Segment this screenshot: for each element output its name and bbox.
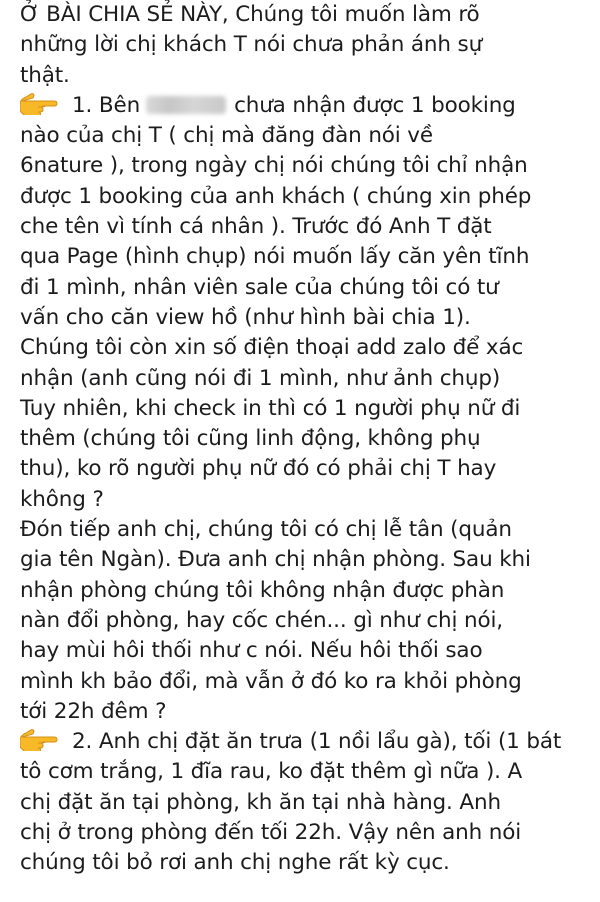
intro-line: thật. [20, 62, 70, 88]
intro-line: những lời chị khách T nói chưa phản ánh sự [20, 32, 483, 58]
item-1-line: mình kh bảo đổi, mà vẫn ở đó ko ra khỏi phòng [20, 668, 522, 694]
item-1-line: hay mùi hôi thối như c nói. Nếu hôi thối sao [20, 638, 483, 664]
intro-line: Ở BÀI CHIA SẺ NÀY, Chúng tôi muốn làm rõ [20, 2, 480, 27]
item-1-line: được 1 booking của anh khách ( chúng xin phép [20, 183, 532, 209]
redacted-brand-name [146, 96, 226, 114]
item-1-line: không ? [20, 486, 104, 512]
item-1-heading [20, 91, 598, 121]
item-1-line: Chúng tôi còn xin số điện thoại add zalo để xác [20, 335, 524, 361]
item-1-line: gia tên Ngàn). Đưa anh chị nhận phòng. Sau khi [20, 547, 531, 573]
item-1-line: nào của chị T ( chị mà đăng đàn nói về [20, 123, 433, 149]
item-2-line: chị đặt ăn tại phòng, kh ăn tại nhà hàng. Anh [20, 789, 501, 815]
item-1-line: Đón tiếp anh chị, chúng tôi có chị lễ tân (quản [20, 517, 512, 543]
item-1-line: thu), ko rõ người phụ nữ đó có phải chị T hay [20, 456, 497, 482]
post-body [20, 0, 598, 879]
item-1-line: che tên vì tính cá nhân ). Trước đó Anh T đặt [20, 214, 492, 240]
item-1-line: vấn cho căn view hồ (như hình bài chia 1). [20, 304, 471, 330]
item-1-line: nàn đổi phòng, hay cốc chén... gì như chị nói, [20, 607, 503, 633]
pointing-hand-icon [20, 729, 58, 751]
item-1-line: qua Page (hình chụp) nói muốn lấy căn yên tĩnh [20, 244, 530, 270]
item-2-line: chị ở trong phòng đến tối 22h. Vậy nên anh nói [20, 820, 522, 846]
item-1-line: Tuy nhiên, khi check in thì có 1 người phụ nữ đi [20, 395, 521, 421]
item-1-line: thêm (chúng tôi cũng linh động, không phụ [20, 426, 481, 452]
item-2-line: chúng tôi bỏ rơi anh chị nghe rất kỳ cục. [20, 850, 450, 876]
item-1-number: 1. Bên [72, 92, 141, 118]
item-1-line: nhận phòng chúng tôi không nhận được phàn [20, 577, 505, 603]
item-2-heading [20, 727, 598, 757]
pointing-hand-icon [20, 93, 58, 115]
item-1-text: chưa nhận được 1 booking [234, 92, 516, 118]
item-1-line: đi 1 mình, nhân viên sale của chúng tôi có tư [20, 274, 499, 300]
item-1-line: tới 22h đêm ? [20, 698, 167, 724]
item-1-line: 6nature ), trong ngày chị nói chúng tôi chỉ nhận [20, 153, 528, 179]
item-2-line: tô cơm trắng, 1 đĩa rau, ko đặt thêm gì nữa ). A [20, 759, 523, 785]
item-1-line: nhận (anh cũng nói đi 1 mình, như ảnh chụp) [20, 365, 501, 391]
item-2-text: 2. Anh chị đặt ăn trưa (1 nồi lẩu gà), tối (1 bát [72, 729, 562, 755]
